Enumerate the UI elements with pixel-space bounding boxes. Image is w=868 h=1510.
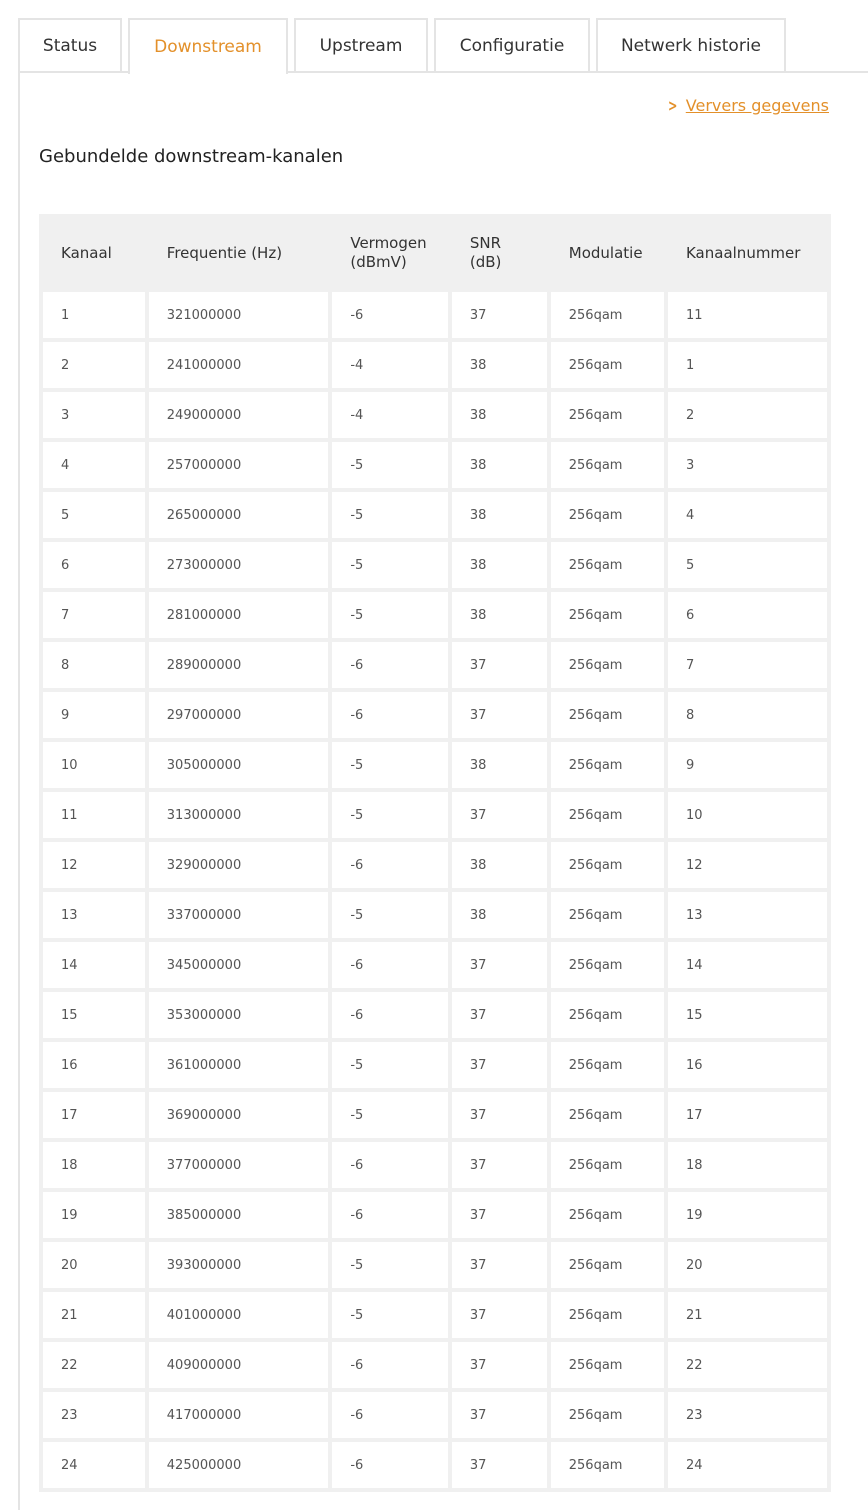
kanaal-cell: 19 [43,1192,145,1238]
tab-status[interactable]: Status [18,18,122,71]
snr-cell: 37 [452,1042,547,1088]
vermogen-cell: -5 [332,592,448,638]
modulatie-cell: 256qam [551,1042,664,1088]
modulatie-cell: 256qam [551,692,664,738]
kanaalnummer-cell: 6 [668,592,827,638]
vermogen-cell: -6 [332,992,448,1038]
kanaal-cell: 4 [43,442,145,488]
snr-cell: 37 [452,642,547,688]
vermogen-cell: -5 [332,1042,448,1088]
table-row [43,292,827,338]
snr-cell: 37 [452,292,547,338]
kanaalnummer-cell: 22 [668,1342,827,1388]
column-header-modulatie [551,218,664,288]
snr-cell: 38 [452,392,547,438]
modulatie-cell: 256qam [551,542,664,588]
modulatie-cell: 256qam [551,492,664,538]
snr-cell: 37 [452,992,547,1038]
frequentie-cell: 313000000 [149,792,329,838]
modulatie-cell: 256qam [551,892,664,938]
kanaalnummer-cell: 17 [668,1092,827,1138]
table-row [43,892,827,938]
snr-cell: 38 [452,542,547,588]
table-row [43,542,827,588]
kanaalnummer-cell: 13 [668,892,827,938]
kanaal-cell: 22 [43,1342,145,1388]
snr-cell: 38 [452,842,547,888]
snr-cell: 37 [452,792,547,838]
kanaalnummer-cell: 9 [668,742,827,788]
frequentie-cell: 393000000 [149,1242,329,1288]
snr-cell: 37 [452,1192,547,1238]
snr-cell: 37 [452,1392,547,1438]
modulatie-cell: 256qam [551,1442,664,1488]
frequentie-cell: 329000000 [149,842,329,888]
kanaalnummer-cell: 3 [668,442,827,488]
snr-cell: 38 [452,892,547,938]
tab-downstream[interactable]: Downstream [128,18,288,74]
frequentie-cell: 417000000 [149,1392,329,1438]
table-row [43,1142,827,1188]
frequentie-cell: 297000000 [149,692,329,738]
kanaalnummer-cell: 14 [668,942,827,988]
chevron-right-icon: > [668,96,678,115]
table-row [43,442,827,488]
modulatie-cell: 256qam [551,442,664,488]
frequentie-cell: 281000000 [149,592,329,638]
column-header-snr [452,218,547,288]
refresh-link-label[interactable]: Ververs gegevens [685,96,829,115]
frequentie-cell: 241000000 [149,342,329,388]
kanaalnummer-cell: 2 [668,392,827,438]
tab-netwerk-historie[interactable]: Netwerk historie [596,18,786,71]
kanaalnummer-cell: 12 [668,842,827,888]
kanaal-cell: 3 [43,392,145,438]
snr-cell: 38 [452,342,547,388]
frequentie-cell: 321000000 [149,292,329,338]
modulatie-cell: 256qam [551,1142,664,1188]
table-row [43,992,827,1038]
vermogen-cell: -5 [332,1092,448,1138]
frequentie-cell: 369000000 [149,1092,329,1138]
frequentie-cell: 425000000 [149,1442,329,1488]
table-row [43,1192,827,1238]
column-header-label: Kanaalnummer [685,243,801,262]
kanaalnummer-cell: 5 [668,542,827,588]
snr-cell: 37 [452,1242,547,1288]
vermogen-cell: -5 [332,892,448,938]
snr-cell: 37 [452,942,547,988]
column-header-label: Kanaal [61,243,112,262]
vermogen-cell: -5 [332,442,448,488]
frequentie-cell: 265000000 [149,492,329,538]
vermogen-cell: -6 [332,1142,448,1188]
table-row [43,492,827,538]
kanaal-cell: 11 [43,792,145,838]
kanaal-cell: 18 [43,1142,145,1188]
modulatie-cell: 256qam [551,1242,664,1288]
snr-cell: 38 [452,742,547,788]
kanaal-cell: 12 [43,842,145,888]
kanaalnummer-cell: 11 [668,292,827,338]
modulatie-cell: 256qam [551,992,664,1038]
vermogen-cell: -6 [332,292,448,338]
snr-cell: 38 [452,492,547,538]
vermogen-cell: -6 [332,942,448,988]
kanaal-cell: 6 [43,542,145,588]
kanaalnummer-cell: 15 [668,992,827,1038]
snr-cell: 37 [452,1292,547,1338]
column-header-vermogen [332,218,448,288]
frequentie-cell: 249000000 [149,392,329,438]
vermogen-cell: -5 [332,1292,448,1338]
column-header-label: Modulatie [568,243,643,262]
table-row [43,392,827,438]
table-row [43,1442,827,1488]
downstream-channels-table [39,214,831,1492]
vermogen-cell: -5 [332,1242,448,1288]
table-row [43,342,827,388]
vermogen-cell: -6 [332,1392,448,1438]
vermogen-cell: -5 [332,542,448,588]
column-header-kanaalnummer [668,218,827,288]
vermogen-cell: -6 [332,1342,448,1388]
table-row [43,792,827,838]
modulatie-cell: 256qam [551,1292,664,1338]
frequentie-cell: 401000000 [149,1292,329,1338]
frequentie-cell: 377000000 [149,1142,329,1188]
kanaal-cell: 8 [43,642,145,688]
modulatie-cell: 256qam [551,292,664,338]
vermogen-cell: -4 [332,392,448,438]
kanaal-cell: 1 [43,292,145,338]
frequentie-cell: 409000000 [149,1342,329,1388]
table-row [43,842,827,888]
kanaal-cell: 13 [43,892,145,938]
kanaal-cell: 17 [43,1092,145,1138]
modulatie-cell: 256qam [551,842,664,888]
column-header-label: SNR [469,234,502,252]
table-row [43,592,827,638]
vermogen-cell: -4 [332,342,448,388]
kanaal-cell: 2 [43,342,145,388]
frequentie-cell: 353000000 [149,992,329,1038]
column-header-unit: (dB) [469,253,502,271]
kanaalnummer-cell: 19 [668,1192,827,1238]
kanaal-cell: 7 [43,592,145,638]
kanaal-cell: 23 [43,1392,145,1438]
modulatie-cell: 256qam [551,742,664,788]
table-row [43,942,827,988]
kanaalnummer-cell: 23 [668,1392,827,1438]
kanaalnummer-cell: 16 [668,1042,827,1088]
kanaalnummer-cell: 21 [668,1292,827,1338]
kanaal-cell: 24 [43,1442,145,1488]
tab-configuratie[interactable]: Configuratie [434,18,590,71]
snr-cell: 37 [452,1342,547,1388]
frequentie-cell: 337000000 [149,892,329,938]
modulatie-cell: 256qam [551,1192,664,1238]
kanaalnummer-cell: 18 [668,1142,827,1188]
table-row [43,642,827,688]
kanaal-cell: 9 [43,692,145,738]
table-row [43,1292,827,1338]
snr-cell: 37 [452,1092,547,1138]
kanaal-cell: 20 [43,1242,145,1288]
column-header-label: Vermogen [350,234,427,252]
frequentie-cell: 385000000 [149,1192,329,1238]
frequentie-cell: 361000000 [149,1042,329,1088]
snr-cell: 38 [452,592,547,638]
modulatie-cell: 256qam [551,392,664,438]
frequentie-cell: 289000000 [149,642,329,688]
table-row [43,742,827,788]
frequentie-cell: 257000000 [149,442,329,488]
column-header-label: Frequentie (Hz) [166,243,283,262]
modulatie-cell: 256qam [551,942,664,988]
modulatie-cell: 256qam [551,1092,664,1138]
vermogen-cell: -5 [332,492,448,538]
kanaalnummer-cell: 24 [668,1442,827,1488]
kanaalnummer-cell: 8 [668,692,827,738]
kanaalnummer-cell: 10 [668,792,827,838]
kanaal-cell: 14 [43,942,145,988]
table-body [43,292,827,1488]
table-row [43,692,827,738]
refresh-link[interactable] [666,96,829,115]
frequentie-cell: 273000000 [149,542,329,588]
kanaalnummer-cell: 4 [668,492,827,538]
tab-upstream[interactable]: Upstream [294,18,428,71]
vermogen-cell: -5 [332,792,448,838]
kanaal-cell: 16 [43,1042,145,1088]
frequentie-cell: 345000000 [149,942,329,988]
kanaalnummer-cell: 1 [668,342,827,388]
modulatie-cell: 256qam [551,642,664,688]
snr-cell: 38 [452,442,547,488]
modulatie-cell: 256qam [551,592,664,638]
kanaalnummer-cell: 20 [668,1242,827,1288]
snr-cell: 37 [452,692,547,738]
table-row [43,1092,827,1138]
column-header-kanaal [43,218,145,288]
vermogen-cell: -6 [332,842,448,888]
kanaal-cell: 10 [43,742,145,788]
kanaal-cell: 15 [43,992,145,1038]
vermogen-cell: -6 [332,1442,448,1488]
modulatie-cell: 256qam [551,1342,664,1388]
vermogen-cell: -6 [332,1192,448,1238]
kanaalnummer-cell: 7 [668,642,827,688]
kanaal-cell: 5 [43,492,145,538]
frequentie-cell: 305000000 [149,742,329,788]
vermogen-cell: -6 [332,692,448,738]
snr-cell: 37 [452,1142,547,1188]
table-row [43,1392,827,1438]
modulatie-cell: 256qam [551,792,664,838]
column-header-frequentie [149,218,329,288]
kanaal-cell: 21 [43,1292,145,1338]
table-row [43,1342,827,1388]
vermogen-cell: -6 [332,642,448,688]
table-row [43,1042,827,1088]
table-row [43,1242,827,1288]
table-header-row [43,218,827,288]
modulatie-cell: 256qam [551,342,664,388]
modulatie-cell: 256qam [551,1392,664,1438]
snr-cell: 37 [452,1442,547,1488]
section-heading: Gebundelde downstream-kanalen [39,146,344,167]
vermogen-cell: -5 [332,742,448,788]
column-header-unit: (dBmV) [350,253,407,271]
